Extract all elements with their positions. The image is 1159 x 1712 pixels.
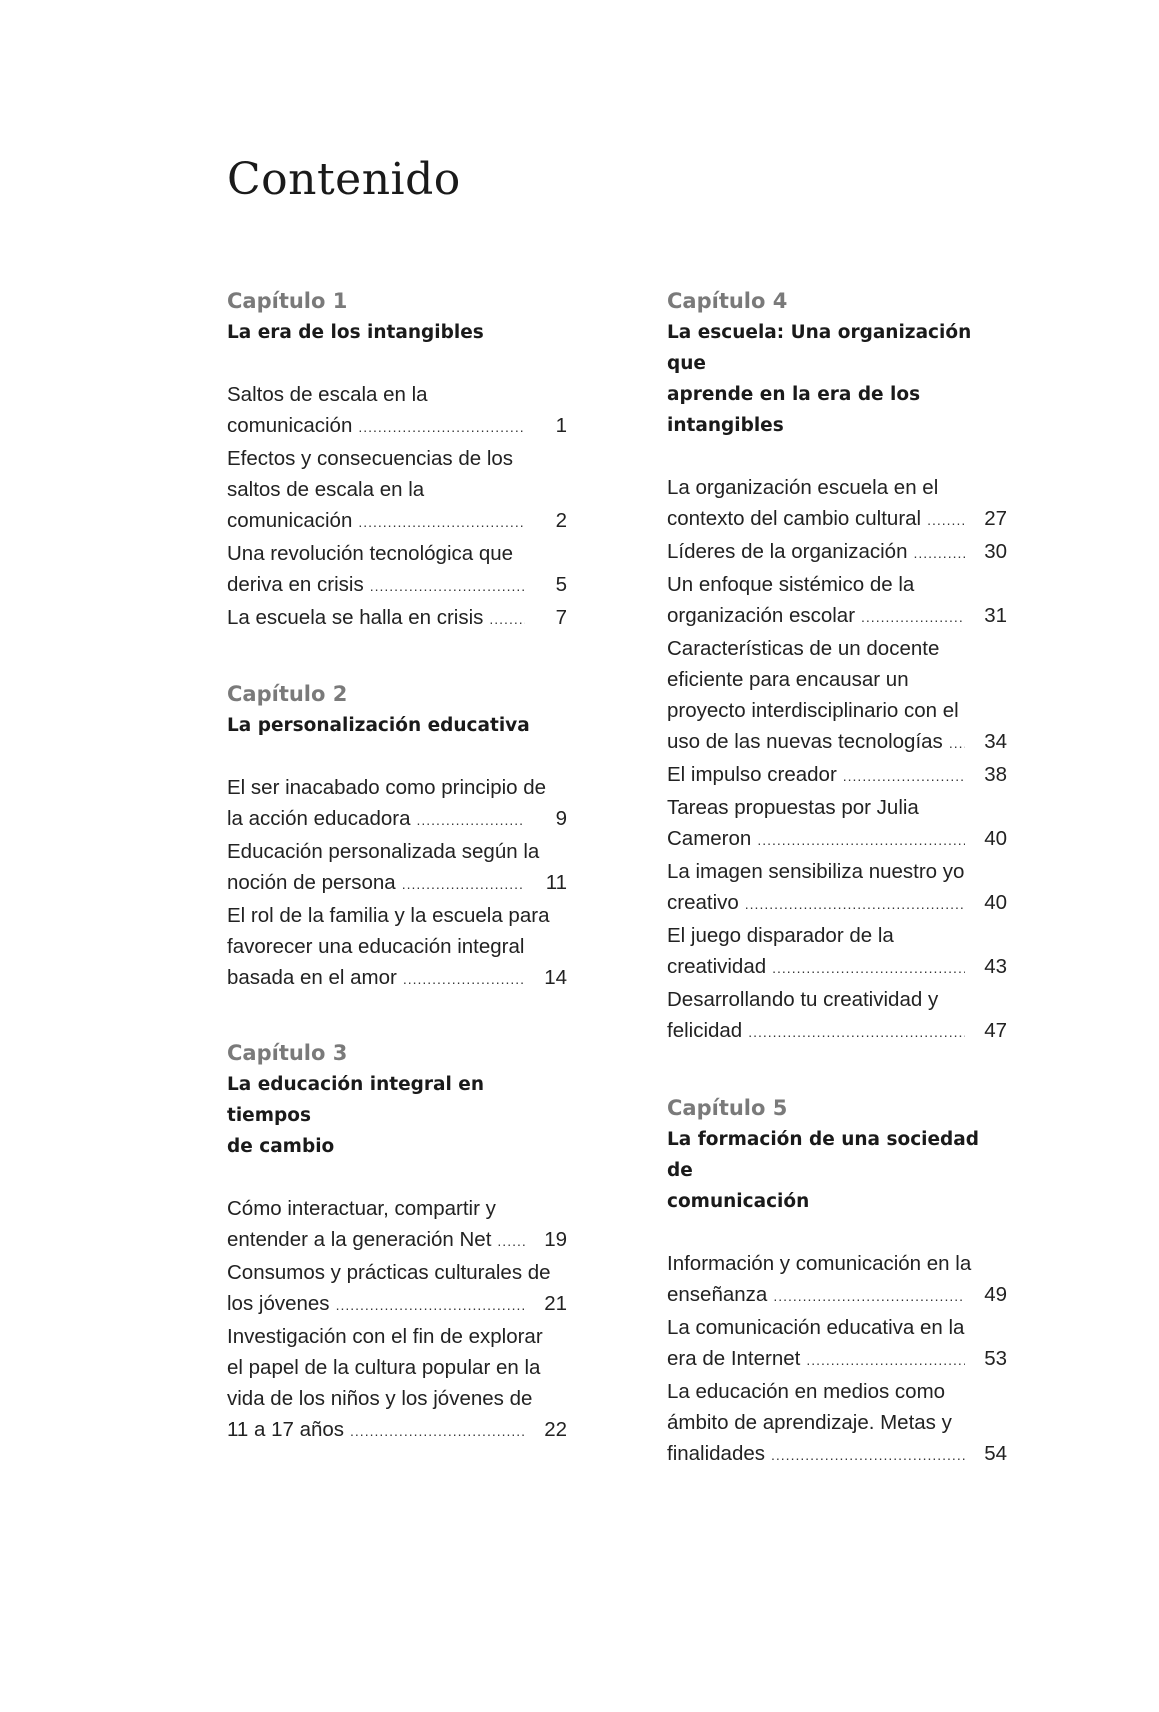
- toc-entry-text: La escuela se halla en crisis: [227, 606, 484, 629]
- chapter-section: [667, 286, 1007, 1048]
- dot-leader: [748, 1017, 965, 1048]
- toc-entry-line: Características de un docente: [667, 637, 940, 660]
- toc-entry[interactable]: [667, 984, 1007, 1048]
- dot-leader: [417, 805, 526, 836]
- toc-entry-line: proyecto interdisciplinario con el: [667, 699, 959, 722]
- toc-entry-last-line: [227, 410, 567, 443]
- toc-entry-last-line: [227, 505, 567, 538]
- chapter-title: [227, 1069, 567, 1162]
- toc-entry-last-line: [227, 1414, 567, 1447]
- toc-entry-last-line: [667, 1343, 1007, 1376]
- dot-leader: [913, 538, 965, 569]
- toc-entry-text: Líderes de la organización: [667, 540, 908, 563]
- toc-entry-text: noción de persona: [227, 871, 396, 894]
- toc-entry-last-line: [227, 602, 567, 635]
- toc-entry-line: Tareas propuestas por Julia: [667, 796, 919, 819]
- toc-entry-line: Desarrollando tu creatividad y: [667, 988, 939, 1011]
- page-number: 27: [984, 507, 1007, 530]
- page-number: 14: [544, 966, 567, 989]
- toc-entry-text: creatividad: [667, 955, 767, 978]
- toc-entry-text: era de Internet: [667, 1347, 801, 1370]
- chapter-title: [227, 317, 567, 348]
- toc-entry-line: Efectos y consecuencias de los: [227, 447, 514, 470]
- page-number: 40: [984, 891, 1007, 914]
- chapter-section: [227, 286, 567, 635]
- toc-entry[interactable]: [667, 633, 1007, 759]
- chapter-section: [227, 1038, 567, 1447]
- chapter-label: Capítulo 5: [667, 1096, 788, 1120]
- page-number: 5: [555, 573, 567, 596]
- toc-entry[interactable]: [227, 772, 567, 836]
- chapter-section: [227, 679, 567, 995]
- toc-entry-last-line: [667, 1279, 1007, 1312]
- toc-entry[interactable]: [667, 569, 1007, 633]
- page-number: 53: [984, 1347, 1007, 1370]
- toc-entry-text: comunicación: [227, 509, 353, 532]
- dot-leader: [757, 825, 965, 856]
- page-number: 7: [555, 606, 567, 629]
- toc-entry[interactable]: [227, 1257, 567, 1321]
- page-number: 9: [555, 807, 567, 830]
- page-title: Contenido: [227, 154, 461, 205]
- chapter-label: Capítulo 4: [667, 289, 788, 313]
- page-number: 43: [984, 955, 1007, 978]
- toc-entry[interactable]: [667, 536, 1007, 569]
- chapter-title-line: La formación de una sociedad de: [667, 1129, 980, 1181]
- page-number: 11: [545, 871, 567, 894]
- toc-entry[interactable]: [667, 1312, 1007, 1376]
- toc-entry-text: uso de las nuevas tecnologías: [667, 730, 943, 753]
- toc-entry-last-line: [667, 1015, 1007, 1048]
- toc-entry-text: basada en el amor: [227, 966, 397, 989]
- dot-leader: [745, 889, 965, 920]
- toc-entry-line: La educación en medios como: [667, 1380, 946, 1403]
- chapter-title-line: de cambio: [227, 1136, 335, 1157]
- page-number: 22: [544, 1418, 567, 1441]
- toc-entry-text: organización escolar: [667, 604, 856, 627]
- toc-entry-last-line: [667, 503, 1007, 536]
- toc-entry-text: felicidad: [667, 1019, 743, 1042]
- chapter-label: Capítulo 3: [227, 1041, 348, 1065]
- toc-entry[interactable]: [667, 1376, 1007, 1471]
- toc-entry-last-line: [227, 569, 567, 602]
- toc-entry-text: deriva en crisis: [227, 573, 364, 596]
- page-number: 2: [555, 509, 567, 532]
- dot-leader: [861, 602, 965, 633]
- toc-entry-text: 11 a 17 años: [227, 1418, 345, 1441]
- dot-leader: [497, 1226, 525, 1257]
- page-number: 47: [984, 1019, 1007, 1042]
- toc-entry[interactable]: [667, 920, 1007, 984]
- toc-entry-text: contexto del cambio cultural: [667, 507, 922, 530]
- dot-leader: [358, 412, 525, 443]
- toc-entry-line: vida de los niños y los jóvenes de: [227, 1387, 533, 1410]
- toc-entry-last-line: [667, 1438, 1007, 1471]
- dot-leader: [927, 505, 965, 536]
- toc-entry-last-line: [667, 536, 1007, 569]
- chapter-title-line: comunicación: [667, 1191, 810, 1212]
- page-number: 40: [984, 827, 1007, 850]
- toc-entry-last-line: [667, 726, 1007, 759]
- dot-leader: [772, 953, 965, 984]
- toc-entry-last-line: [667, 759, 1007, 792]
- chapter-title-line: La escuela: Una organización que: [667, 322, 972, 374]
- toc-entry-last-line: [227, 1224, 567, 1257]
- dot-leader: [358, 507, 525, 538]
- toc-entry-text: la acción educadora: [227, 807, 411, 830]
- chapter-title: [227, 710, 567, 741]
- page-number: 1: [555, 414, 567, 437]
- toc-entry[interactable]: [227, 1193, 567, 1257]
- toc-entry-line: ámbito de aprendizaje. Metas y: [667, 1411, 952, 1434]
- toc-entry-line: La imagen sensibiliza nuestro yo: [667, 860, 965, 883]
- toc-entry-line: Información y comunicación en la: [667, 1252, 972, 1275]
- chapter-title-line: La personalización educativa: [227, 715, 530, 736]
- dot-leader: [771, 1440, 965, 1471]
- toc-entry-line: Educación personalizada según la: [227, 840, 540, 863]
- toc-entry[interactable]: [227, 900, 567, 995]
- dot-leader: [949, 728, 965, 759]
- toc-entry[interactable]: [227, 602, 567, 635]
- toc-entry[interactable]: [227, 836, 567, 900]
- chapter-title-line: aprende en la era de los: [667, 384, 921, 405]
- toc-entry-text: entender a la generación Net: [227, 1228, 492, 1251]
- toc-entry-last-line: [227, 962, 567, 995]
- toc-entry[interactable]: [667, 1248, 1007, 1312]
- dot-leader: [402, 869, 525, 900]
- chapter-section: [667, 1093, 1007, 1471]
- chapter-title: [667, 1124, 1007, 1217]
- toc-entry-line: Consumos y prácticas culturales de: [227, 1261, 551, 1284]
- toc-entry-last-line: [227, 803, 567, 836]
- dot-leader: [403, 964, 525, 995]
- toc-entry[interactable]: [667, 792, 1007, 856]
- toc-entry-last-line: [667, 600, 1007, 633]
- toc-entry-last-line: [227, 1288, 567, 1321]
- toc-left-column: [227, 286, 567, 1447]
- toc-entry-line: eficiente para encausar un: [667, 668, 909, 691]
- toc-entry[interactable]: [227, 379, 567, 443]
- page-number: 38: [984, 763, 1007, 786]
- toc-entry-line: saltos de escala en la: [227, 478, 425, 501]
- dot-leader: [773, 1281, 965, 1312]
- toc-entry-line: favorecer una educación integral: [227, 935, 525, 958]
- dot-leader: [370, 571, 525, 602]
- page-number: 34: [984, 730, 1007, 753]
- toc-entry-last-line: [667, 951, 1007, 984]
- toc-entry-line: El juego disparador de la: [667, 924, 894, 947]
- toc-entry-line: La organización escuela en el: [667, 476, 939, 499]
- page-number: 54: [984, 1442, 1007, 1465]
- chapter-title: [667, 317, 1007, 441]
- dot-leader: [336, 1290, 525, 1321]
- dot-leader: [843, 761, 965, 792]
- dot-leader: [806, 1345, 965, 1376]
- page-number: 31: [984, 604, 1007, 627]
- page-number: 21: [544, 1292, 567, 1315]
- chapter-label: Capítulo 2: [227, 682, 348, 706]
- toc-entry-text: finalidades: [667, 1442, 766, 1465]
- toc-entry-last-line: [227, 867, 567, 900]
- toc-entry[interactable]: [227, 443, 567, 538]
- toc-entry-text: Cameron: [667, 827, 752, 850]
- toc-entry-last-line: [667, 823, 1007, 856]
- toc-entry-line: Investigación con el fin de explorar: [227, 1325, 543, 1348]
- toc-entry-line: La comunicación educativa en la: [667, 1316, 965, 1339]
- toc-right-column: [667, 286, 1007, 1471]
- chapter-title-line: La educación integral en tiempos: [227, 1074, 485, 1126]
- toc-entry-text: los jóvenes: [227, 1292, 330, 1315]
- toc-entry-text: comunicación: [227, 414, 353, 437]
- toc-entry-text: creativo: [667, 891, 739, 914]
- chapter-title-line: intangibles: [667, 415, 784, 436]
- dot-leader: [350, 1416, 525, 1447]
- page-number: 19: [544, 1228, 567, 1251]
- toc-entry[interactable]: [667, 472, 1007, 536]
- toc-entry-line: Cómo interactuar, compartir y: [227, 1197, 496, 1220]
- toc-entry-line: el papel de la cultura popular en la: [227, 1356, 541, 1379]
- toc-entry-text: enseñanza: [667, 1283, 768, 1306]
- chapter-title-line: La era de los intangibles: [227, 322, 484, 343]
- page-number: 49: [984, 1283, 1007, 1306]
- toc-entry[interactable]: [227, 1321, 567, 1447]
- dot-leader: [489, 604, 525, 635]
- toc-entry-line: El rol de la familia y la escuela para: [227, 904, 550, 927]
- toc-entry-line: Una revolución tecnológica que: [227, 542, 514, 565]
- toc-entry[interactable]: [227, 538, 567, 602]
- toc-entry[interactable]: [667, 759, 1007, 792]
- toc-entry-line: Un enfoque sistémico de la: [667, 573, 915, 596]
- chapter-label: Capítulo 1: [227, 289, 348, 313]
- toc-entry-text: El impulso creador: [667, 763, 837, 786]
- toc-entry-line: El ser inacabado como principio de: [227, 776, 547, 799]
- toc-entry-line: Saltos de escala en la: [227, 383, 428, 406]
- page-number: 30: [984, 540, 1007, 563]
- toc-entry[interactable]: [667, 856, 1007, 920]
- toc-entry-last-line: [667, 887, 1007, 920]
